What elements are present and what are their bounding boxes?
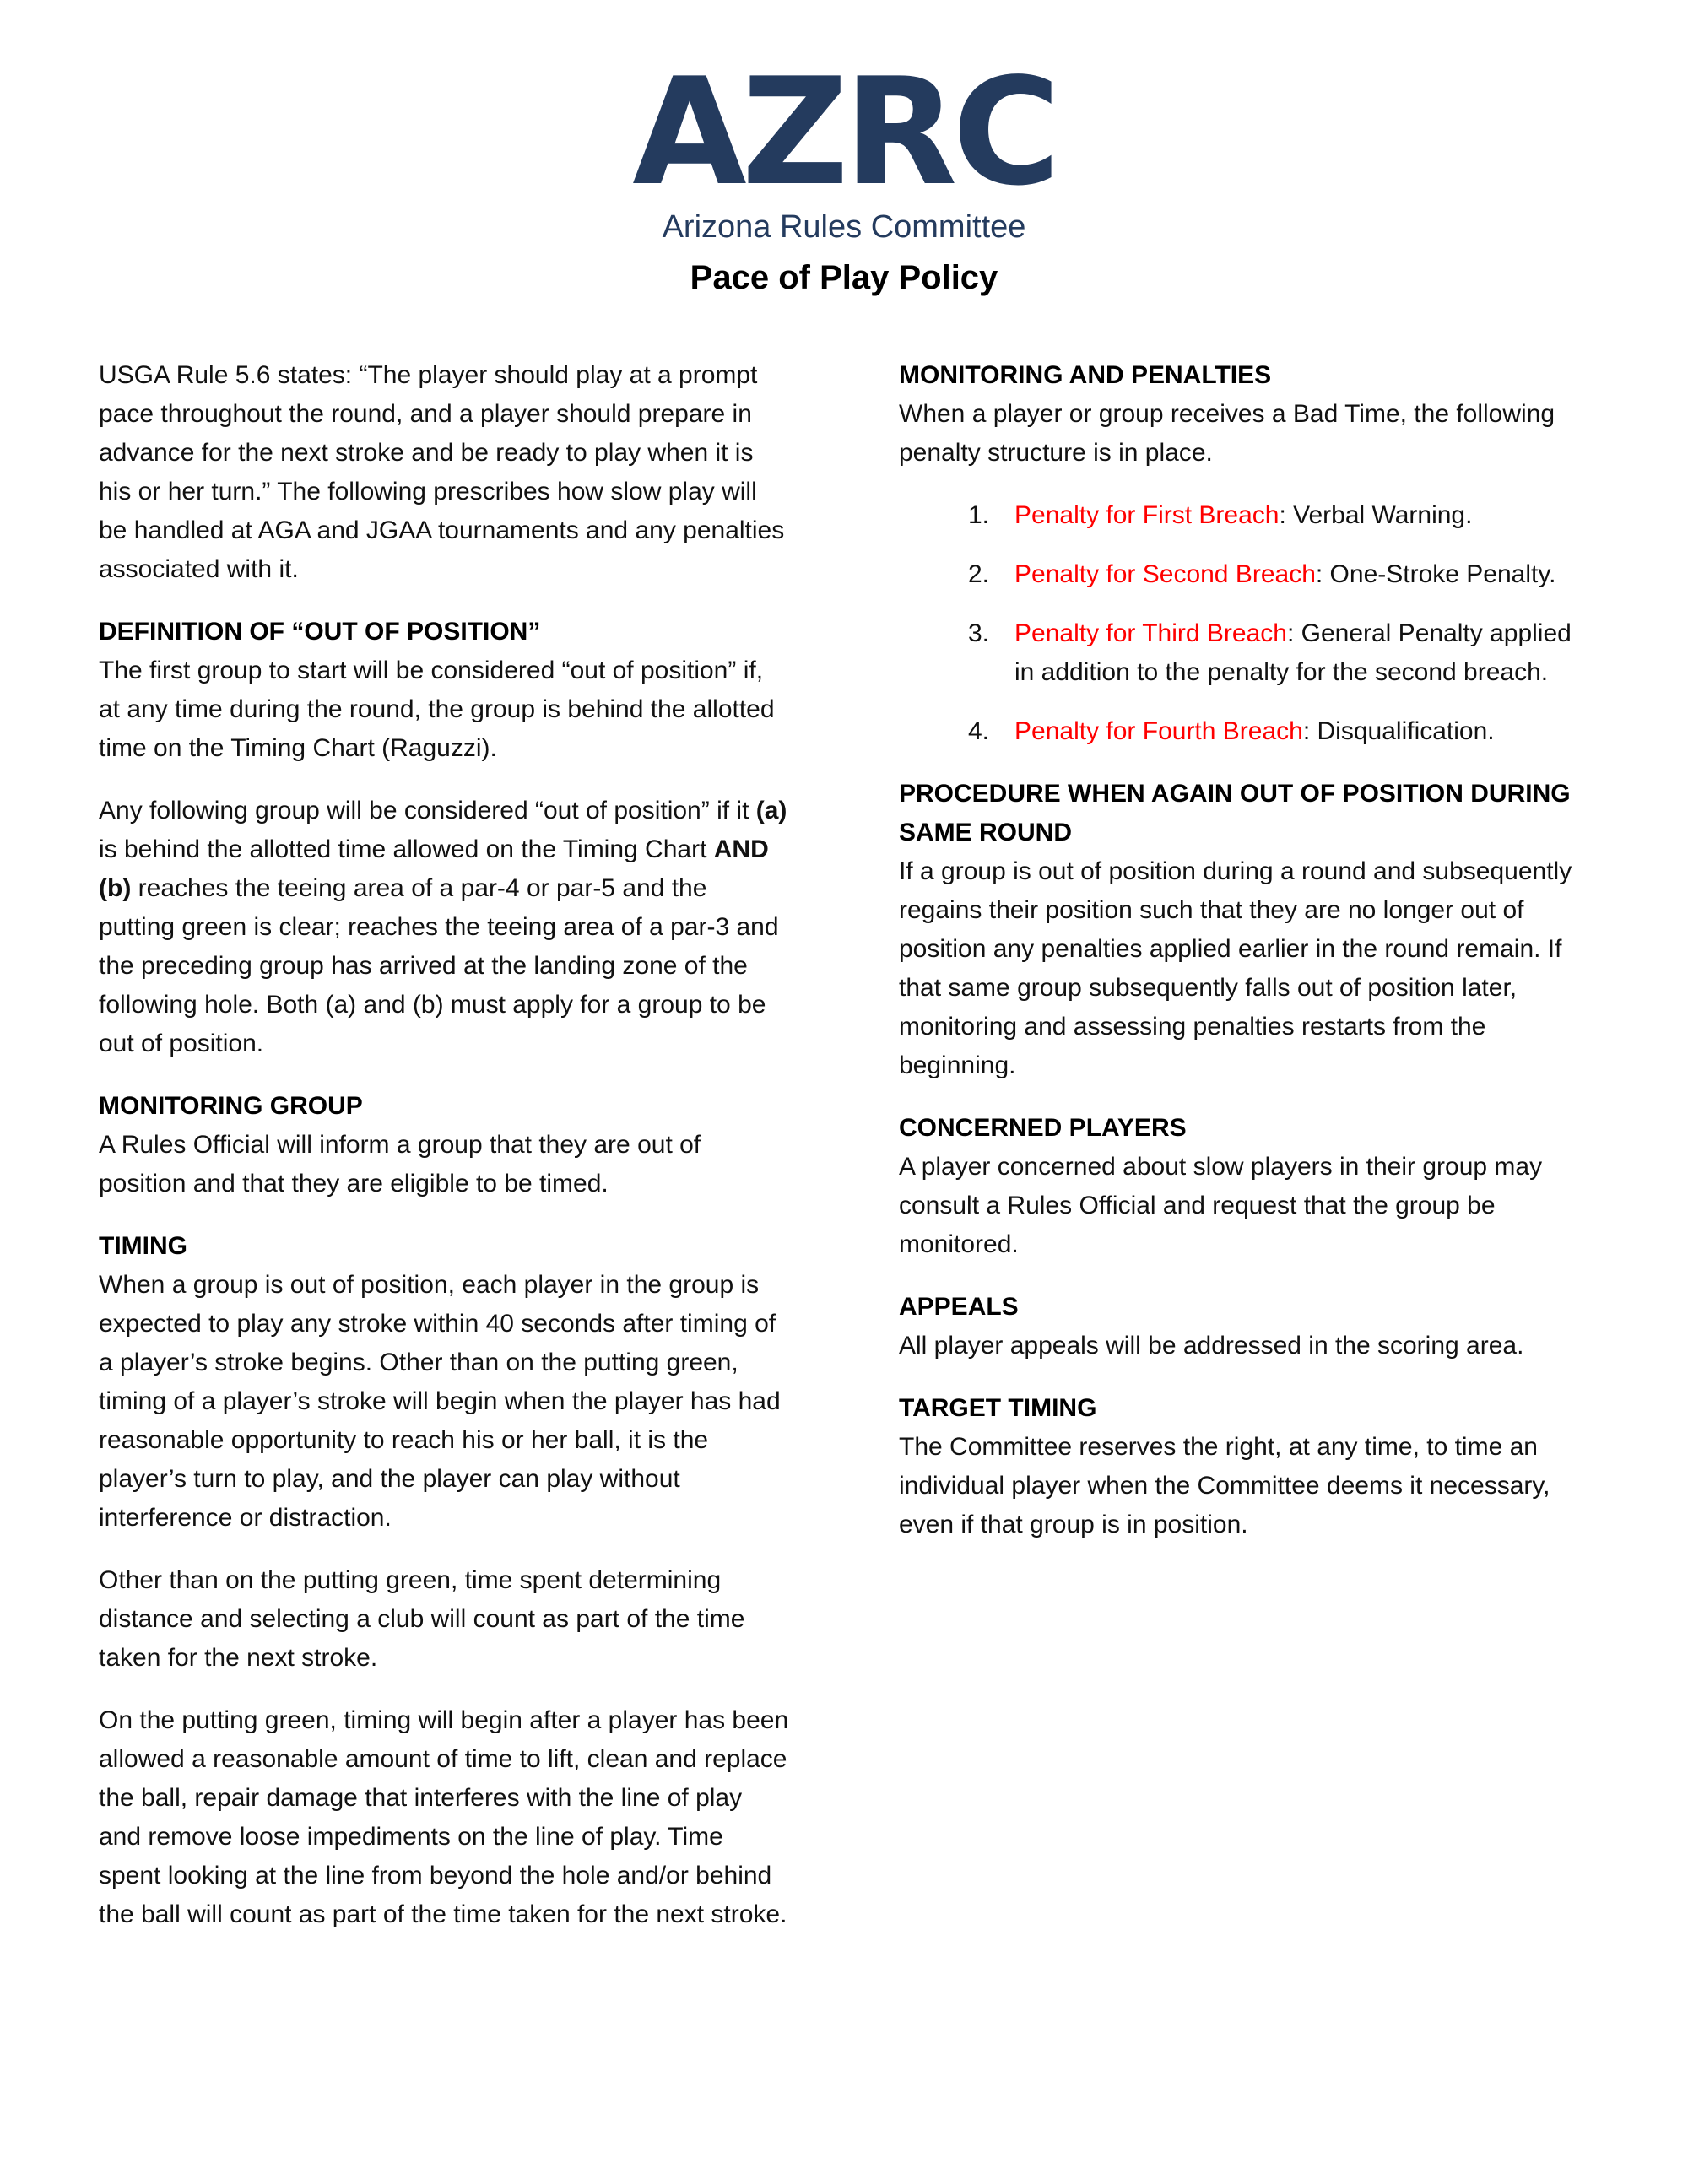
- list-item-third-breach: [968, 614, 1589, 692]
- heading-appeals: APPEALS: [899, 1292, 1019, 1321]
- paragraph-penalties-intro: When a player or group receives a Bad Time, the following penalty structure is in place.: [899, 399, 1555, 467]
- heading-timing: TIMING: [99, 1231, 187, 1260]
- left-column: [99, 356, 789, 1958]
- list-number: 2.: [968, 560, 990, 588]
- list-item-text: [1014, 712, 1589, 751]
- list-item-fourth-breach: [968, 712, 1589, 751]
- text-run: is behind the allotted time allowed on the Timing Chart: [99, 835, 714, 863]
- penalty-description: : Verbal Warning.: [1279, 500, 1473, 529]
- penalty-list: [899, 496, 1589, 751]
- paragraph-timing-2: Other than on the putting green, time spent determining distance and selecting a club will count as part of the time taken for the next stroke.: [99, 1565, 745, 1672]
- heading-concerned-players: CONCERNED PLAYERS: [899, 1113, 1187, 1142]
- paragraph-usga-intro: USGA Rule 5.6 states: “The player should play at a prompt pace throughout the round, and a player should prepare in advance for the next stroke and be ready to play when it is his or her turn.” The following prescribes how slow play will be handled at AGA and JGAA tournaments and any penalties associated with it.: [99, 360, 785, 583]
- penalty-name-red: Penalty for Fourth Breach: [1014, 716, 1303, 745]
- penalty-description: : Disqualification.: [1302, 716, 1495, 745]
- list-number: 4.: [968, 716, 990, 745]
- paragraph-target-timing: The Committee reserves the right, at any time, to time an individual player when the Committee deems it necessary, even if that group is in position.: [899, 1432, 1550, 1538]
- penalty-name-red: Penalty for Second Breach: [1014, 560, 1316, 588]
- penalty-description: : General Penalty applied in addition to the penalty for the second breach.: [1014, 619, 1572, 686]
- org-name: Arizona Rules Committee: [662, 209, 1026, 245]
- text-run: reaches the teeing area of a par-4 or par-5 and the putting green is clear; reaches the teeing area of a par-3 and the preceding group has arrived at the landing zone of the following hole. Both (a) and (b) must apply for a group to be out of position.: [99, 873, 779, 1057]
- document-header: [99, 47, 1589, 297]
- text-run-bold: AND (b): [99, 835, 769, 902]
- penalty-description: : One-Stroke Penalty.: [1315, 560, 1556, 588]
- list-item-text: [1014, 496, 1589, 535]
- heading-procedure-out-of-position: PROCEDURE WHEN AGAIN OUT OF POSITION DURING SAME ROUND: [899, 779, 1571, 846]
- azrc-logo: AZRC: [632, 47, 1056, 219]
- paragraph-concerned-players: A player concerned about slow players in their group may consult a Rules Official and request that the group be monitored.: [899, 1152, 1543, 1258]
- two-column-layout: [99, 356, 1589, 1958]
- penalty-name-red: Penalty for First Breach: [1014, 500, 1280, 529]
- paragraph-monitoring-group: A Rules Official will inform a group that they are out of position and that they are eligible to be timed.: [99, 1130, 701, 1197]
- paragraph-timing-1: When a group is out of position, each player in the group is expected to play any stroke within 40 seconds after timing of a player’s stroke begins. Other than on the putting green, timing of a player’s stroke will begin when the player has had reasonable opportunity to reach his or her ball, it is the player’s turn to play, and the player can play without interference or distraction.: [99, 1270, 781, 1532]
- paragraph-appeals: All player appeals will be addressed in the scoring area.: [899, 1331, 1524, 1360]
- heading-monitoring-penalties: MONITORING AND PENALTIES: [899, 360, 1272, 389]
- list-item-text: [1014, 614, 1589, 692]
- right-column: [899, 356, 1589, 1958]
- paragraph-timing-3: On the putting green, timing will begin after a player has been allowed a reasonable amount of time to lift, clean and replace the ball, repair damage that interferes with the line of play and remove loose impediments on the line of play. Time spent looking at the line from beyond the hole and/or behind the ball will count as part of the time taken for the next stroke.: [99, 1706, 789, 1928]
- paragraph-procedure: If a group is out of position during a round and subsequently regains their position such that they are no longer out of position any penalties applied earlier in the round remain. If that same group subsequently falls out of position later, monitoring and assessing penalties restarts from the beginning.: [899, 857, 1572, 1079]
- heading-monitoring-group: MONITORING GROUP: [99, 1091, 363, 1120]
- paragraph-definition-following-group: [99, 792, 789, 1063]
- list-number: 3.: [968, 619, 990, 647]
- list-item-text: [1014, 555, 1589, 594]
- heading-definition-out-of-position: DEFINITION OF “OUT OF POSITION”: [99, 617, 541, 646]
- list-item-second-breach: [968, 555, 1589, 594]
- paragraph-definition-first-group: The first group to start will be considered “out of position” if, at any time during the round, the group is behind the allotted time on the Timing Chart (Raguzzi).: [99, 656, 775, 762]
- text-run-bold: (a): [755, 796, 787, 824]
- list-item-first-breach: [968, 496, 1589, 535]
- list-number: 1.: [968, 500, 990, 529]
- text-run: Any following group will be considered “out of position” if it: [99, 796, 756, 824]
- penalty-name-red: Penalty for Third Breach: [1014, 619, 1287, 647]
- heading-target-timing: TARGET TIMING: [899, 1393, 1097, 1422]
- page-title: Pace of Play Policy: [690, 258, 998, 296]
